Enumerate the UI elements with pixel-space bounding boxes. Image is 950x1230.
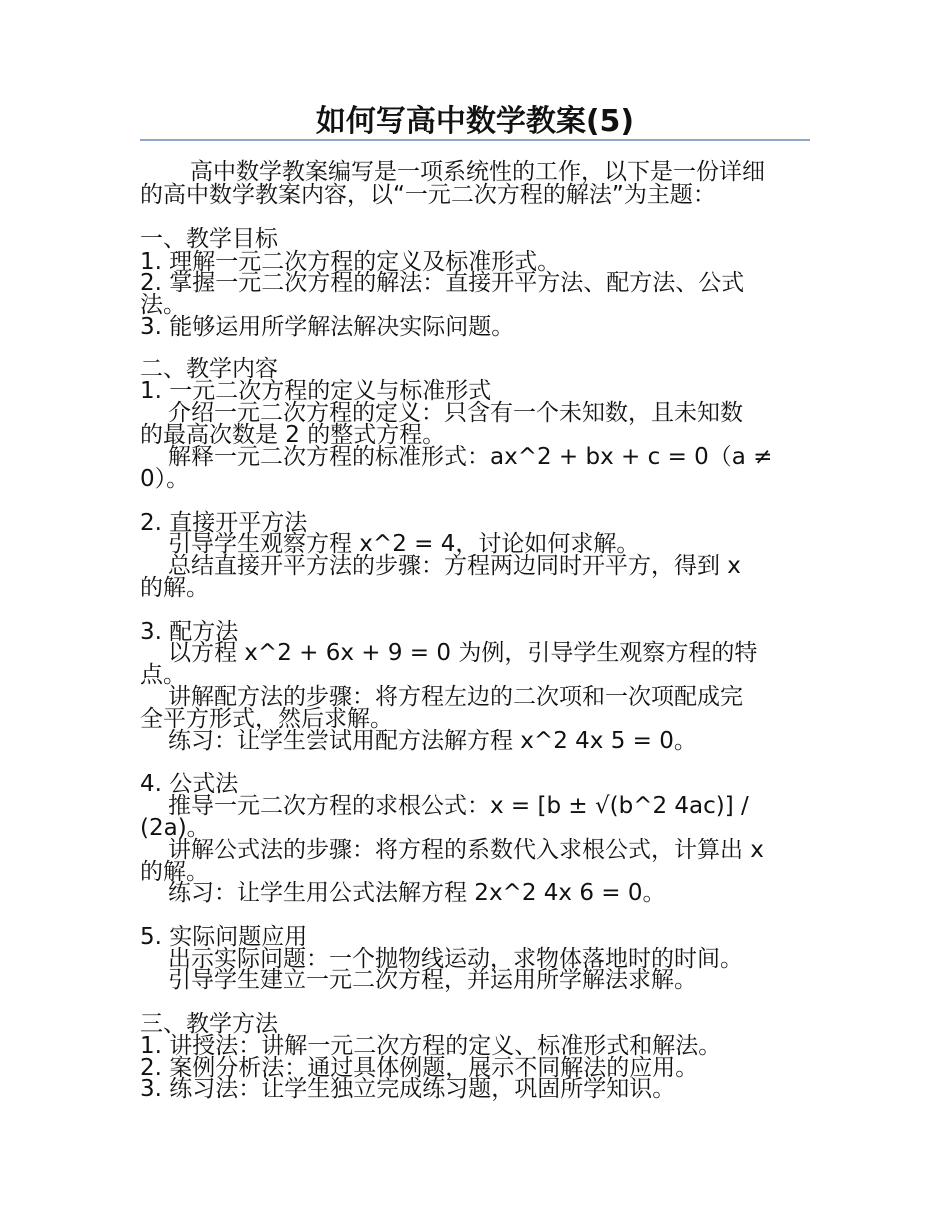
text-line: 介绍一元二次方程的定义：只含有一个未知数，且未知数 (168, 400, 743, 426)
subsection-heading: 4. 公式法 (140, 771, 239, 797)
text-line: 练习：让学生尝试用配方法解方程 x^2 4x 5 = 0。 (168, 728, 697, 754)
text-line: 3. 能够运用所学解法解决实际问题。 (140, 314, 515, 340)
subsection-heading: 3. 配方法 (140, 619, 239, 645)
text-line: 推导一元二次方程的求根公式：x = [b ± √(b^2 4ac)] / (168, 793, 749, 819)
text-line: 引导学生建立一元二次方程，并运用所学解法求解。 (168, 967, 697, 993)
text-line: 全平方形式，然后求解。 (140, 706, 393, 732)
text-line: 的最高次数是 2 的整式方程。 (140, 422, 446, 448)
text-line: 出示实际问题：一个抛物线运动，求物体落地时的时间。 (168, 946, 743, 972)
subsection-heading: 2. 直接开平方法 (140, 510, 308, 536)
text-line: (2a)。 (140, 815, 210, 841)
section-heading: 三、教学方法 (140, 1011, 278, 1037)
section-heading: 一、教学目标 (140, 226, 278, 252)
text-line: 0）。 (140, 466, 190, 492)
text-line: 的高中数学教案内容，以“一元二次方程的解法”为主题： (140, 182, 716, 208)
title-underline (140, 139, 810, 141)
text-line: 高中数学教案编写是一项系统性的工作，以下是一份详细 (190, 159, 765, 185)
text-line: 1. 讲授法：讲解一元二次方程的定义、标准形式和解法。 (140, 1033, 722, 1059)
text-line: 以方程 x^2 + 6x + 9 = 0 为例，引导学生观察方程的特 (168, 640, 758, 666)
subsection-heading: 1. 一元二次方程的定义与标准形式 (140, 378, 492, 404)
text-line: 3. 练习法：让学生独立完成练习题，巩固所学知识。 (140, 1076, 676, 1102)
text-line: 解释一元二次方程的标准形式：ax^2 + bx + c = 0（a ≠ (168, 444, 773, 470)
text-line: 点。 (140, 662, 186, 688)
text-line: 法。 (140, 292, 186, 318)
text-line: 1. 理解一元二次方程的定义及标准形式。 (140, 249, 561, 275)
text-line: 2. 掌握一元二次方程的解法：直接开平方法、配方法、公式 (140, 270, 745, 296)
text-line: 讲解配方法的步骤：将方程左边的二次项和一次项配成完 (168, 684, 743, 710)
subsection-heading: 5. 实际问题应用 (140, 924, 308, 950)
text-line: 的解。 (140, 859, 209, 885)
text-line: 总结直接开平方法的步骤：方程两边同时开平方，得到 x (168, 553, 741, 579)
text-line: 的解。 (140, 575, 209, 601)
text-line: 2. 案例分析法：通过具体例题，展示不同解法的应用。 (140, 1055, 699, 1081)
document-title: 如何写高中数学教案(5) (315, 104, 635, 139)
section-heading: 二、教学内容 (140, 356, 278, 382)
text-line: 讲解公式法的步骤：将方程的系数代入求根公式，计算出 x (168, 837, 764, 863)
text-line: 练习：让学生用公式法解方程 2x^2 4x 6 = 0。 (168, 880, 666, 906)
text-line: 引导学生观察方程 x^2 = 4，讨论如何求解。 (168, 531, 640, 557)
